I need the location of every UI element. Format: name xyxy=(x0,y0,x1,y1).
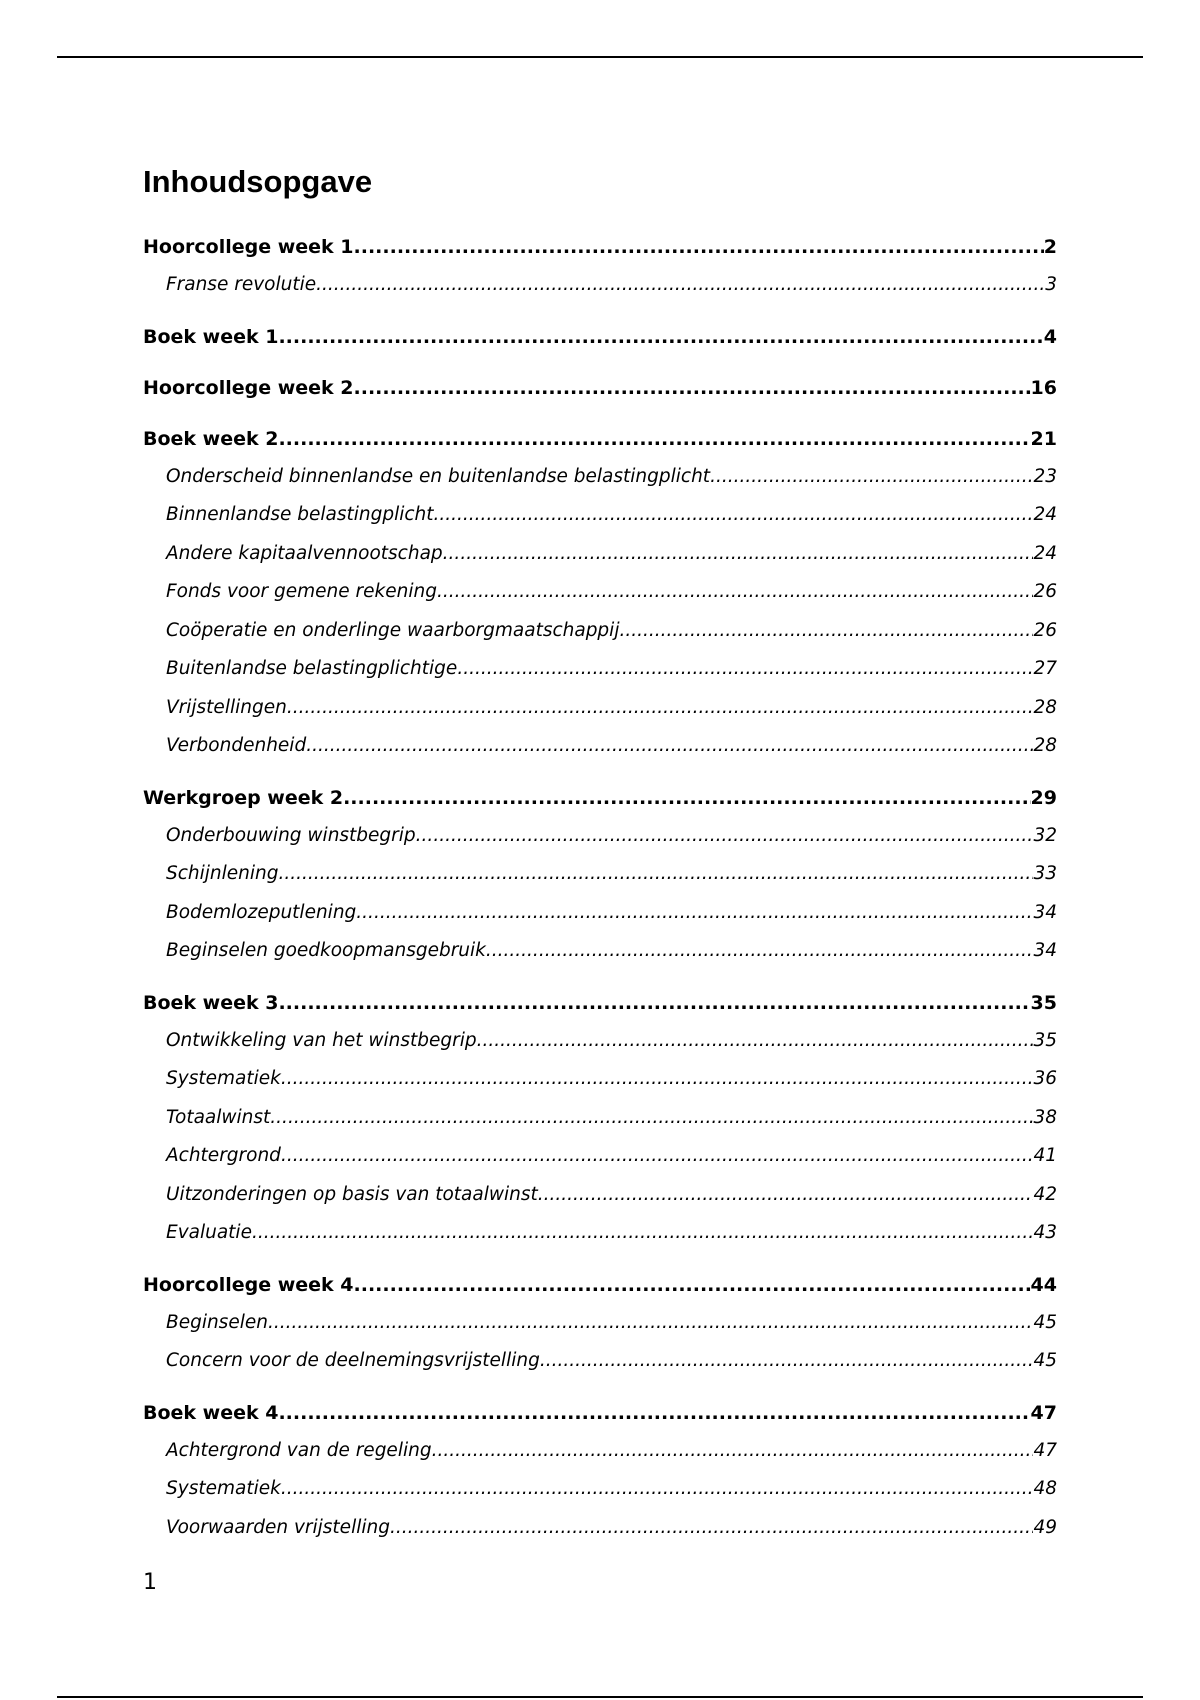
toc-entry-page: 27 xyxy=(1033,658,1057,679)
toc-entry-label: Fonds voor gemene rekening xyxy=(166,581,437,602)
toc-entry-page: 23 xyxy=(1033,465,1057,487)
toc-entry-page: 38 xyxy=(1033,1106,1057,1128)
toc-entry-label: Boek week 3 xyxy=(143,991,279,1014)
toc-dot-leader xyxy=(306,727,1033,766)
toc-entry-label: Werkgroep week 2 xyxy=(143,786,344,809)
toc-section-entry[interactable] xyxy=(143,1099,1057,1138)
toc-dot-leader xyxy=(457,650,1033,689)
toc-dot-leader xyxy=(354,369,1031,407)
toc-section-entry[interactable] xyxy=(143,1214,1057,1253)
toc-entry-page: 35 xyxy=(1033,1029,1057,1051)
toc-section-entry[interactable] xyxy=(143,458,1057,497)
toc-entry-page: 26 xyxy=(1033,619,1057,641)
toc-dot-leader xyxy=(434,496,1034,535)
toc-entry-page: 32 xyxy=(1033,824,1057,846)
toc-entry-label: Uitzonderingen op basis van totaalwinst xyxy=(166,1183,538,1205)
toc-dot-leader xyxy=(437,573,1034,612)
toc-entry-label: Schijnlening xyxy=(166,863,279,884)
toc-entry-page: 45 xyxy=(1033,1311,1057,1333)
toc-entry-page: 26 xyxy=(1033,581,1057,602)
toc-entry-label: Achtergrond van de regeling xyxy=(166,1439,432,1461)
toc-dot-leader xyxy=(540,1342,1034,1381)
toc-entry-page: 16 xyxy=(1030,376,1057,399)
toc-entry-label: Hoorcollege week 2 xyxy=(143,376,354,399)
toc-entry-page: 33 xyxy=(1033,863,1057,884)
toc-dot-leader xyxy=(432,1432,1034,1471)
toc-dot-leader xyxy=(281,1060,1034,1099)
toc-section-entry[interactable] xyxy=(143,612,1057,651)
toc-entry-page: 34 xyxy=(1033,901,1057,923)
toc-entry-label: Andere kapitaalvennootschap xyxy=(166,542,443,564)
toc-section-entry[interactable] xyxy=(143,894,1057,933)
toc-entry-page: 47 xyxy=(1033,1439,1057,1461)
toc-section-entry[interactable] xyxy=(143,932,1057,971)
toc-entry-page: 34 xyxy=(1033,940,1057,961)
toc-section-entry[interactable] xyxy=(143,650,1057,689)
table-of-contents xyxy=(143,228,1057,1547)
toc-entry-label: Ontwikkeling van het winstbegrip xyxy=(166,1029,477,1051)
toc-entry-label: Binnenlandse belastingplicht xyxy=(166,504,434,525)
toc-dot-leader xyxy=(268,1304,1034,1343)
toc-entry-label: Voorwaarden vrijstelling xyxy=(166,1516,390,1538)
toc-dot-leader xyxy=(316,266,1045,305)
toc-entry-page: 35 xyxy=(1030,991,1057,1014)
toc-entry-page: 49 xyxy=(1033,1516,1057,1538)
toc-entry-label: Onderscheid binnenlandse en buitenlandse belastingplicht xyxy=(166,465,711,487)
toc-dot-leader xyxy=(710,458,1033,497)
page-number: 1 xyxy=(143,1570,157,1595)
toc-entry-page: 48 xyxy=(1033,1478,1057,1499)
toc-dot-leader xyxy=(390,1509,1034,1548)
toc-entry-page: 36 xyxy=(1033,1068,1057,1089)
toc-entry-label: Onderbouwing winstbegrip xyxy=(166,824,416,846)
toc-section-entry[interactable] xyxy=(143,1060,1057,1099)
toc-dot-leader xyxy=(486,932,1034,971)
toc-entry-label: Buitenlandse belastingplichtige xyxy=(166,658,458,679)
toc-entry-page: 42 xyxy=(1033,1183,1057,1205)
toc-entry-label: Boek week 4 xyxy=(143,1401,279,1424)
toc-dot-leader xyxy=(416,817,1034,856)
toc-dot-leader xyxy=(278,420,1030,458)
toc-section-entry[interactable] xyxy=(143,535,1057,574)
toc-section-entry[interactable] xyxy=(143,1342,1057,1381)
toc-entry-label: Systematiek xyxy=(166,1068,281,1089)
toc-dot-leader xyxy=(477,1022,1034,1061)
toc-section-entry[interactable] xyxy=(143,1470,1057,1509)
toc-entry-page: 28 xyxy=(1033,696,1057,718)
toc-chapter-entry[interactable] xyxy=(143,369,1057,407)
toc-dot-leader xyxy=(356,894,1033,933)
toc-dot-leader xyxy=(354,228,1044,266)
toc-entry-page: 3 xyxy=(1045,274,1057,295)
toc-dot-leader xyxy=(343,779,1030,817)
toc-entry-label: Hoorcollege week 1 xyxy=(143,236,354,258)
toc-section-entry[interactable] xyxy=(143,855,1057,894)
toc-entry-page: 45 xyxy=(1033,1350,1057,1371)
toc-entry-label: Franse revolutie xyxy=(166,274,317,295)
toc-entry-label: Boek week 1 xyxy=(143,325,279,348)
footer-rule xyxy=(57,1696,1143,1698)
toc-chapter-entry[interactable] xyxy=(143,984,1057,1022)
toc-section-entry[interactable] xyxy=(143,727,1057,766)
toc-entry-label: Beginselen xyxy=(166,1311,268,1333)
toc-dot-leader xyxy=(281,1137,1034,1176)
toc-dot-leader xyxy=(278,984,1030,1022)
toc-entry-page: 21 xyxy=(1030,427,1057,450)
toc-entry-label: Evaluatie xyxy=(166,1222,252,1243)
toc-entry-label: Bodemlozeputlening xyxy=(166,901,357,923)
toc-entry-page: 44 xyxy=(1030,1273,1057,1296)
toc-entry-page: 24 xyxy=(1033,504,1057,525)
toc-entry-label: Coöperatie en onderlinge waarborgmaatschappij xyxy=(166,619,620,641)
toc-section-entry[interactable] xyxy=(143,1176,1057,1215)
toc-entry-label: Achtergrond xyxy=(166,1145,281,1166)
toc-section-entry[interactable] xyxy=(143,496,1057,535)
toc-dot-leader xyxy=(443,535,1034,574)
toc-dot-leader xyxy=(287,689,1034,728)
header-rule xyxy=(57,56,1143,58)
toc-dot-leader xyxy=(279,855,1034,894)
toc-chapter-entry[interactable] xyxy=(143,228,1057,266)
toc-dot-leader xyxy=(619,612,1033,651)
toc-entry-label: Beginselen goedkoopmansgebruik xyxy=(166,940,486,961)
toc-entry-page: 4 xyxy=(1043,325,1057,348)
toc-chapter-entry[interactable] xyxy=(143,318,1057,356)
toc-dot-leader xyxy=(538,1176,1034,1215)
toc-section-entry[interactable] xyxy=(143,573,1057,612)
toc-chapter-entry[interactable] xyxy=(143,420,1057,458)
toc-section-entry[interactable] xyxy=(143,1304,1057,1343)
toc-entry-label: Totaalwinst xyxy=(166,1106,271,1128)
toc-entry-label: Hoorcollege week 4 xyxy=(143,1273,354,1296)
toc-section-entry[interactable] xyxy=(143,266,1057,305)
toc-section-entry[interactable] xyxy=(143,1432,1057,1471)
toc-entry-page: 47 xyxy=(1030,1401,1057,1424)
toc-chapter-entry[interactable] xyxy=(143,1394,1057,1432)
toc-chapter-entry[interactable] xyxy=(143,779,1057,817)
toc-entry-page: 28 xyxy=(1033,735,1057,756)
toc-dot-leader xyxy=(252,1214,1034,1253)
toc-entry-page: 24 xyxy=(1033,542,1057,564)
page-title: Inhoudsopgave xyxy=(143,164,373,199)
toc-entry-label: Vrijstellingen xyxy=(166,696,287,718)
toc-chapter-entry[interactable] xyxy=(143,1266,1057,1304)
toc-section-entry[interactable] xyxy=(143,689,1057,728)
toc-section-entry[interactable] xyxy=(143,1137,1057,1176)
toc-section-entry[interactable] xyxy=(143,817,1057,856)
toc-entry-label: Systematiek xyxy=(166,1478,281,1499)
toc-entry-label: Verbondenheid xyxy=(166,735,307,756)
toc-dot-leader xyxy=(270,1099,1033,1138)
toc-entry-page: 29 xyxy=(1030,786,1057,809)
toc-entry-page: 43 xyxy=(1033,1222,1057,1243)
toc-entry-label: Boek week 2 xyxy=(143,427,279,450)
toc-entry-page: 2 xyxy=(1043,236,1057,258)
toc-dot-leader xyxy=(278,1394,1030,1432)
toc-entry-page: 41 xyxy=(1033,1145,1057,1166)
toc-section-entry[interactable] xyxy=(143,1509,1057,1548)
toc-entry-label: Concern voor de deelnemingsvrijstelling xyxy=(166,1350,540,1371)
toc-dot-leader xyxy=(354,1266,1031,1304)
toc-dot-leader xyxy=(281,1470,1034,1509)
toc-dot-leader xyxy=(278,318,1043,356)
toc-section-entry[interactable] xyxy=(143,1022,1057,1061)
